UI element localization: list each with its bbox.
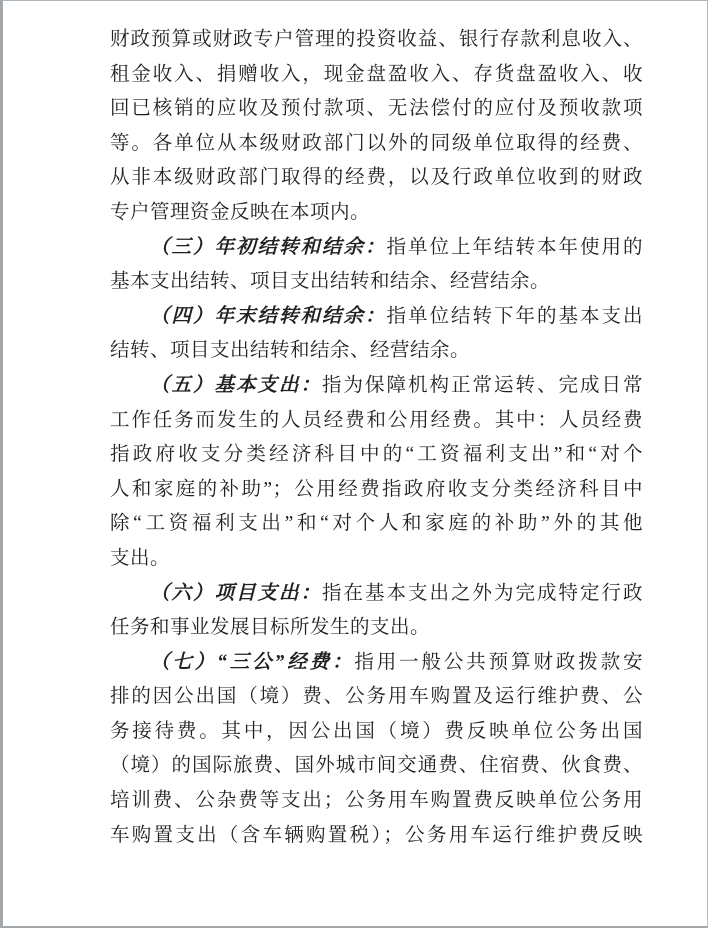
body-text: 从非本级财政部门取得的经费，以及行政单位收到的财政 [110,167,643,189]
body-text: 指单位上年结转本年使用的 [386,236,643,258]
document-line [110,23,643,58]
body-text: （境）的国际旅费、国外城市间交通费、住宿费、伙食费、 [110,755,643,777]
document-line [110,196,643,231]
body-text: 基本支出结转、项目支出结转和结余、经营结余。 [110,271,551,293]
body-text: 租金收入、捐赠收入，现金盘盈收入、存货盘盈收入、收 [110,63,643,85]
body-text: 工作任务而发生的人员经费和公用经费。其中：人员经费 [110,409,643,431]
document-line [110,542,643,577]
document-line [110,680,643,715]
document-line [110,438,643,473]
clause-heading: （七）“三公”经费： [150,651,355,673]
body-text: 指用一般公共预算财政拨款安 [354,651,643,673]
document-line [110,92,643,127]
document-line [110,784,643,819]
document-line [110,646,643,681]
body-text: 人和家庭的补助”；公用经费指政府收支分类经济科目中 [110,478,643,500]
body-text: 专户管理资金反映在本项内。 [110,201,371,223]
document-line [110,577,643,612]
body-text: 支出。 [110,547,171,569]
document-line [110,127,643,162]
body-text: 任务和事业发展目标所发生的支出。 [110,617,431,639]
body-text: 指在基本支出之外为完成特定行政 [322,582,643,604]
body-text: 指政府收支分类经济科目中的“工资福利支出”和“对个 [110,444,643,466]
document-line [110,507,643,542]
document-line [110,161,643,196]
document-line [110,611,643,646]
document-line [110,58,643,93]
body-text: 务接待费。其中，因公出国（境）费反映单位公务出国 [110,720,643,742]
body-text: 指单位结转下年的基本支出 [386,305,643,327]
document-line [110,819,643,854]
body-text: 财政预算或财政专户管理的投资收益、银行存款利息收入、 [110,29,643,50]
body-text: 车购置支出（含车辆购置税）；公务用车运行维护费反映 [110,824,643,846]
document-line [110,404,643,439]
document-line [110,300,643,335]
body-text: 培训费、公杂费等支出；公务用车购置费反映单位公务用 [110,790,643,812]
body-text: 指为保障机构正常运转、完成日常 [322,374,643,396]
clause-heading: （五）基本支出： [150,374,322,396]
body-text: 回已核销的应收及预付款项、无法偿付的应付及预收款项 [110,98,643,120]
document-line [110,473,643,508]
document-body [110,23,643,853]
document-line [110,749,643,784]
document-line [110,715,643,750]
body-text: 等。各单位从本级财政部门以外的同级单位取得的经费、 [110,132,643,154]
document-line [110,265,643,300]
document-line [110,369,643,404]
clause-heading: （四）年末结转和结余： [150,305,387,327]
clause-heading: （六）项目支出： [150,582,322,604]
body-text: 除“工资福利支出”和“对个人和家庭的补助”外的其他 [110,513,643,535]
body-text: 排的因公出国（境）费、公务用车购置及运行维护费、公 [110,686,643,708]
document-line [110,334,643,369]
clause-heading: （三）年初结转和结余： [150,236,387,258]
document-line [110,231,643,266]
body-text: 结转、项目支出结转和结余、经营结余。 [110,340,471,362]
